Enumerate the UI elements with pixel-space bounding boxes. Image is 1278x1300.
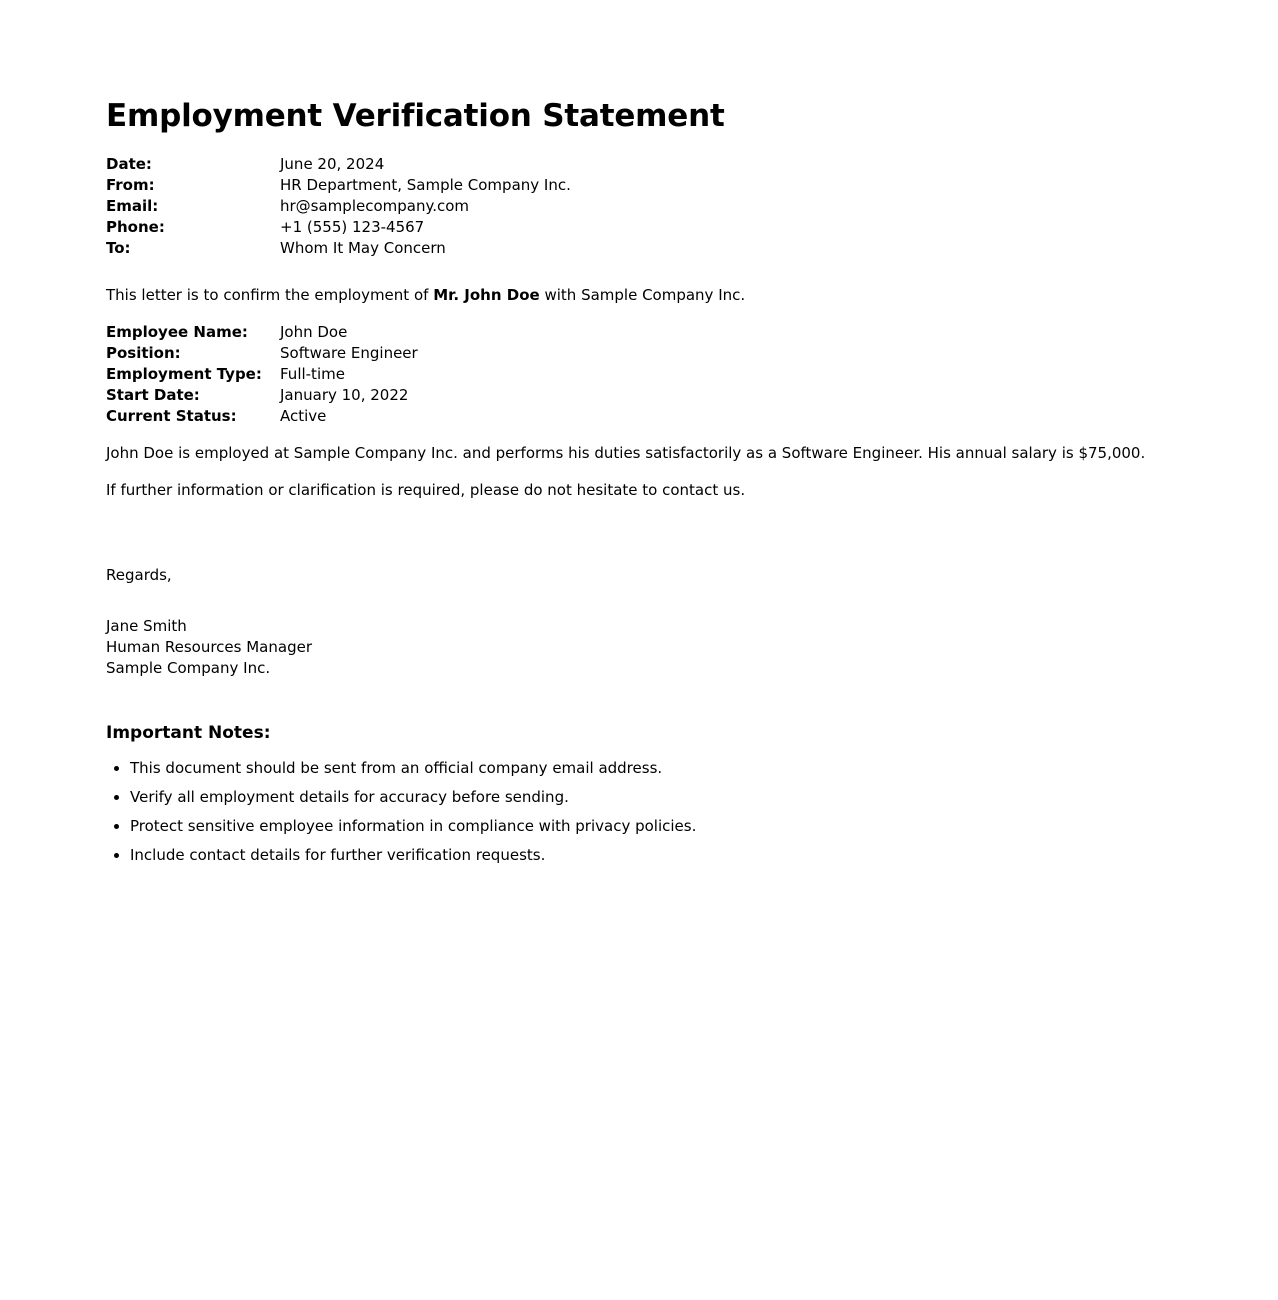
phone-value: +1 (555) 123-4567 — [280, 218, 425, 236]
notes-heading: Important Notes: — [106, 723, 271, 743]
list-item: • Verify all employment details for accuracy before sending. — [130, 787, 1278, 808]
intro-employee-name: Mr. John Doe — [433, 286, 540, 304]
current-status-value: Active — [280, 407, 327, 425]
date-value: June 20, 2024 — [280, 155, 385, 173]
notes-list — [106, 758, 1278, 866]
employment-type-value: Full-time — [280, 365, 345, 383]
from-value: HR Department, Sample Company Inc. — [280, 176, 571, 194]
employment-type-label: Employment Type: — [106, 365, 262, 383]
to-value: Whom It May Concern — [280, 239, 446, 257]
email-value: hr@samplecompany.com — [280, 197, 470, 215]
phone-label: Phone: — [106, 218, 165, 236]
duties-paragraph: John Doe is employed at Sample Company Inc. and performs his duties satisfactorily as a Software Engineer. His annual salary is $75,000. — [106, 444, 1146, 462]
position-label: Position: — [106, 344, 181, 362]
employee-name-value: John Doe — [280, 323, 348, 341]
list-item: • Protect sensitive employee information in compliance with privacy policies. — [130, 816, 1278, 837]
signatory-title: Human Resources Manager — [106, 638, 312, 656]
employee-details — [106, 322, 1278, 427]
current-status-label: Current Status: — [106, 407, 237, 425]
start-date-label: Start Date: — [106, 386, 200, 404]
signature-block — [106, 616, 1278, 679]
signatory-name: Jane Smith — [106, 617, 187, 635]
date-label: Date: — [106, 155, 152, 173]
page-title: Employment Verification Statement — [106, 98, 725, 134]
letter-header-fields — [106, 154, 1278, 259]
position-value: Software Engineer — [280, 344, 418, 362]
email-label: Email: — [106, 197, 159, 215]
contact-paragraph: If further information or clarification is required, please do not hesitate to contact us. — [106, 481, 746, 499]
from-label: From: — [106, 176, 155, 194]
list-item: • This document should be sent from an official company email address. — [130, 758, 1278, 779]
signatory-company: Sample Company Inc. — [106, 659, 271, 677]
intro-suffix: with Sample Company Inc. — [539, 286, 746, 304]
to-label: To: — [106, 239, 131, 257]
employee-name-label: Employee Name: — [106, 323, 248, 341]
closing-text: Regards, — [106, 566, 172, 584]
start-date-value: January 10, 2022 — [280, 386, 409, 404]
intro-prefix: This letter is to confirm the employment of — [106, 286, 434, 304]
list-item: • Include contact details for further verification requests. — [130, 845, 1278, 866]
intro-paragraph — [106, 285, 1278, 306]
